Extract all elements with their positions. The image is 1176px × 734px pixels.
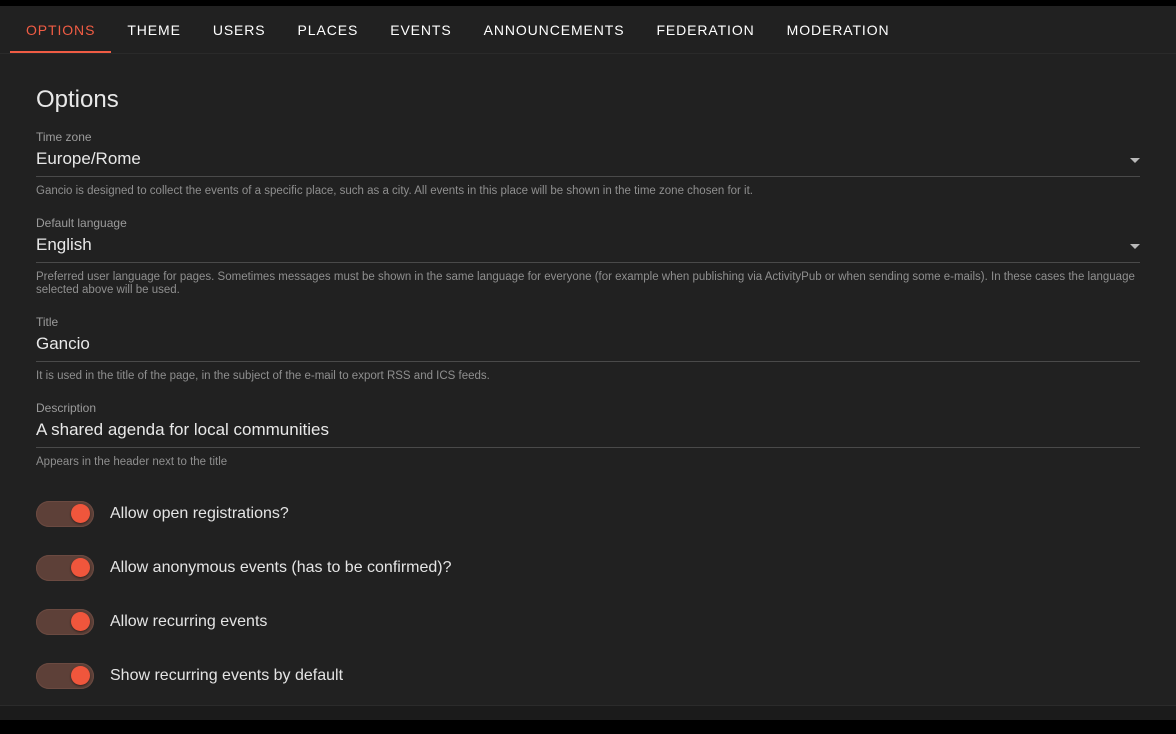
tab-places[interactable] xyxy=(282,6,375,53)
tab-users-label: USERS xyxy=(212,21,266,38)
tab-announcements[interactable] xyxy=(468,6,641,53)
timezone-label: Time zone xyxy=(36,130,92,144)
tab-moderation-label: MODERATION xyxy=(786,21,890,38)
admin-panel xyxy=(0,6,1176,720)
field-timezone xyxy=(36,130,1140,177)
tab-events-label: EVENTS xyxy=(390,21,452,38)
toggle-anonymous-events-label: Allow anonymous events (has to be confirmed)? xyxy=(110,559,452,576)
tab-places-label: PLACES xyxy=(297,21,359,38)
toggle-open-registrations-label: Allow open registrations? xyxy=(110,505,289,522)
toggle-open-registrations[interactable] xyxy=(36,487,1140,541)
toggle-recurring-events[interactable] xyxy=(36,595,1140,649)
timezone-hint: Gancio is designed to collect the events of a specific place, such as a city. All events in this place will be shown in the time zone chosen for it. xyxy=(36,185,753,197)
language-value: English xyxy=(36,235,92,254)
title-input-wrap[interactable] xyxy=(36,333,1140,362)
tab-options-label: OPTIONS xyxy=(26,21,96,38)
title-input[interactable]: Gancio xyxy=(36,334,90,353)
tab-announcements-label: ANNOUNCEMENTS xyxy=(483,21,625,38)
language-select[interactable] xyxy=(36,234,1140,263)
toggle-knob xyxy=(71,504,90,523)
language-hint: Preferred user language for pages. Sometimes messages must be shown in the same language for everyone (for example when publishing via ActivityPub or when sending some e-mails). In these cases the language selected above will be used. xyxy=(36,271,1135,296)
toggle-switch-icon[interactable] xyxy=(36,501,94,527)
page-title: Options xyxy=(36,86,119,113)
tab-federation-label: FEDERATION xyxy=(656,21,755,38)
toggle-show-recurring-default-label: Show recurring events by default xyxy=(110,667,344,684)
toggle-switch-icon[interactable] xyxy=(36,663,94,689)
toggle-show-recurring-default[interactable] xyxy=(36,649,1140,703)
toggle-switch-icon[interactable] xyxy=(36,609,94,635)
description-input[interactable]: A shared agenda for local communities xyxy=(36,420,329,439)
toggle-recurring-events-label: Allow recurring events xyxy=(110,613,268,630)
description-label: Description xyxy=(36,401,97,415)
tab-theme-label: THEME xyxy=(127,21,181,38)
chevron-down-icon[interactable] xyxy=(1130,158,1140,163)
timezone-value: Europe/Rome xyxy=(36,149,141,168)
description-input-wrap[interactable] xyxy=(36,419,1140,448)
tab-theme[interactable] xyxy=(111,6,197,53)
field-language xyxy=(36,216,1140,263)
tab-users[interactable] xyxy=(197,6,282,53)
toggle-switch-icon[interactable] xyxy=(36,555,94,581)
field-title xyxy=(36,315,1140,362)
toggle-knob xyxy=(71,558,90,577)
timezone-select[interactable] xyxy=(36,148,1140,177)
tab-events[interactable] xyxy=(374,6,467,53)
toggle-knob xyxy=(71,666,90,685)
tab-options[interactable] xyxy=(10,6,111,53)
field-description xyxy=(36,401,1140,448)
language-label: Default language xyxy=(36,216,127,230)
description-hint: Appears in the header next to the title xyxy=(36,456,228,468)
tab-moderation[interactable] xyxy=(771,6,906,53)
toggle-knob xyxy=(71,612,90,631)
bottom-bar xyxy=(0,705,1176,720)
title-label: Title xyxy=(36,315,59,329)
tab-federation[interactable] xyxy=(640,6,770,53)
toggle-anonymous-events[interactable] xyxy=(36,541,1140,595)
chevron-down-icon[interactable] xyxy=(1130,244,1140,249)
title-hint: It is used in the title of the page, in the subject of the e-mail to export RSS and ICS feeds. xyxy=(36,370,490,382)
options-panel xyxy=(0,54,1176,705)
admin-tab-bar xyxy=(0,6,1176,54)
